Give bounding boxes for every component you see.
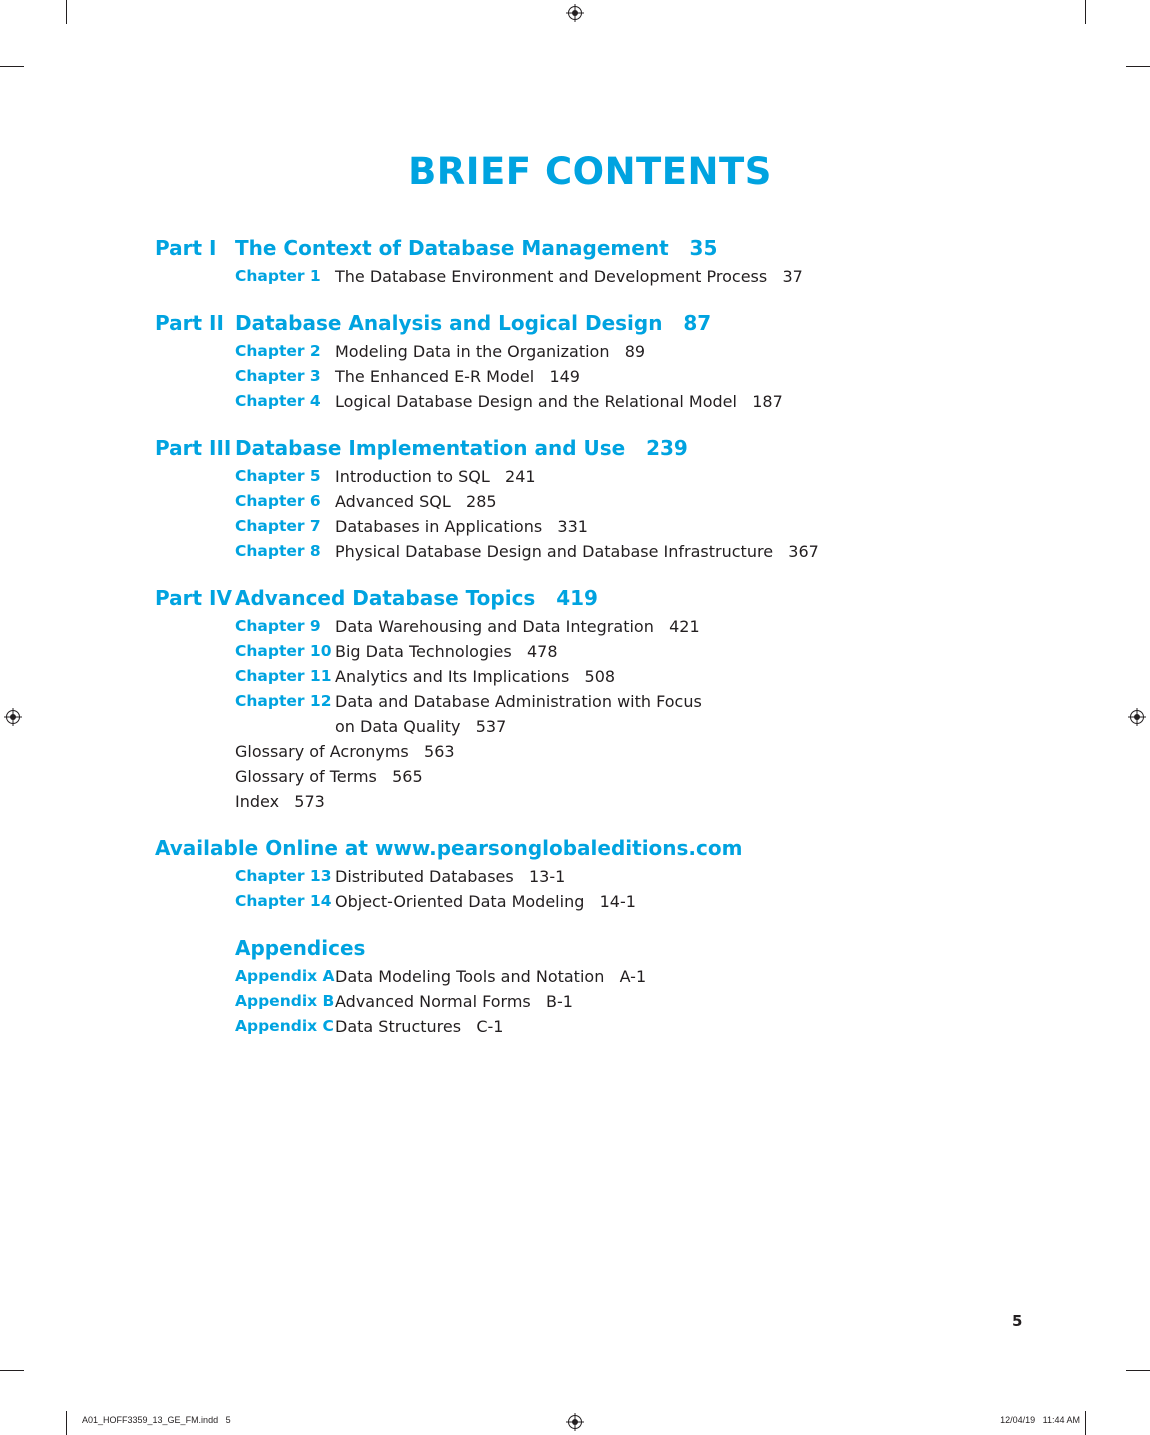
chapter-entry — [235, 864, 1015, 889]
chapter-title: Data and Database Administration with Focus — [335, 692, 702, 711]
chapter-entry — [235, 264, 1015, 289]
chapter-title: Big Data Technologies 478 — [335, 642, 558, 661]
chapter-title-continued: on Data Quality 537 — [335, 717, 507, 736]
part-title: The Context of Database Management 35 — [235, 236, 718, 260]
chapter-entry — [235, 614, 1015, 639]
appendix-entry — [235, 989, 1015, 1014]
appendix-entry — [235, 1014, 1015, 1039]
appendices-heading: Appendices — [235, 936, 366, 960]
chapter-entry — [235, 464, 1015, 489]
part-heading — [155, 307, 1015, 339]
chapter-entry — [235, 889, 1015, 914]
appendix-title: Data Modeling Tools and Notation A-1 — [335, 967, 647, 986]
crop-mark — [1126, 1370, 1150, 1371]
appendix-label: Appendix A — [235, 967, 335, 985]
chapter-title-block — [335, 689, 702, 739]
appendix-title: Advanced Normal Forms B-1 — [335, 992, 573, 1011]
crop-mark — [1126, 66, 1150, 67]
chapter-label: Chapter 12 — [235, 692, 332, 710]
chapter-title: Data Warehousing and Data Integration 421 — [335, 617, 700, 636]
part-title: Database Analysis and Logical Design 87 — [235, 311, 712, 335]
registration-mark-icon — [566, 1413, 584, 1431]
registration-mark-icon — [566, 4, 584, 22]
registration-mark-icon — [1128, 708, 1146, 726]
part-title: Database Implementation and Use 239 — [235, 436, 688, 460]
chapter-list — [235, 264, 1015, 289]
chapter-list — [235, 339, 1015, 414]
slug-timestamp: 12/04/19 11:44 AM — [1000, 1415, 1080, 1425]
glossary-acronyms-entry: Glossary of Acronyms 563 — [235, 742, 455, 761]
chapter-entry — [235, 639, 1015, 664]
page-title: BRIEF CONTENTS — [408, 150, 772, 193]
chapter-list — [235, 864, 1015, 914]
appendix-list — [235, 964, 1015, 1039]
crop-mark — [0, 1370, 24, 1371]
chapter-title: Distributed Databases 13-1 — [335, 867, 566, 886]
appendix-label: Appendix B — [235, 992, 335, 1010]
chapter-list — [235, 464, 1015, 564]
chapter-label: Chapter 11 — [235, 667, 332, 685]
chapter-label: Chapter 5 — [235, 467, 321, 485]
part-label: Part III — [155, 436, 232, 460]
chapter-entry — [235, 514, 1015, 539]
chapter-title: The Enhanced E-R Model 149 — [335, 367, 580, 386]
chapter-title: Introduction to SQL 241 — [335, 467, 536, 486]
chapter-title: Physical Database Design and Database Infrastructure 367 — [335, 542, 819, 561]
chapter-title: Analytics and Its Implications 508 — [335, 667, 616, 686]
slug-filename: A01_HOFF3359_13_GE_FM.indd 5 — [82, 1415, 231, 1425]
registration-mark-icon — [4, 708, 22, 726]
appendix-label: Appendix C — [235, 1017, 334, 1035]
index-entry: Index 573 — [235, 792, 325, 811]
chapter-entry — [235, 364, 1015, 389]
chapter-label: Chapter 10 — [235, 642, 332, 660]
part-label: Part II — [155, 311, 224, 335]
crop-mark — [0, 66, 24, 67]
part-heading — [155, 232, 1015, 264]
page-number: 5 — [1012, 1312, 1023, 1330]
chapter-label: Chapter 9 — [235, 617, 321, 635]
online-heading: Available Online at www.pearsonglobaleditions.com — [155, 836, 743, 860]
chapter-entry — [235, 489, 1015, 514]
part-title: Advanced Database Topics 419 — [235, 586, 598, 610]
chapter-title: The Database Environment and Development Process 37 — [335, 267, 803, 286]
chapter-list — [235, 614, 1015, 814]
table-of-contents — [155, 232, 1015, 1039]
chapter-label: Chapter 1 — [235, 267, 321, 285]
part-heading — [155, 432, 1015, 464]
chapter-label: Chapter 3 — [235, 367, 321, 385]
chapter-entry — [235, 339, 1015, 364]
chapter-title: Object-Oriented Data Modeling 14-1 — [335, 892, 636, 911]
crop-mark — [66, 0, 67, 24]
crop-mark — [1085, 0, 1086, 24]
part-label: Part I — [155, 236, 217, 260]
chapter-label: Chapter 7 — [235, 517, 321, 535]
crop-mark — [66, 1411, 67, 1435]
chapter-label: Chapter 2 — [235, 342, 321, 360]
chapter-title: Modeling Data in the Organization 89 — [335, 342, 646, 361]
chapter-label: Chapter 4 — [235, 392, 321, 410]
chapter-label: Chapter 6 — [235, 492, 321, 510]
chapter-entry — [235, 664, 1015, 689]
chapter-label: Chapter 13 — [235, 867, 332, 885]
chapter-entry — [235, 389, 1015, 414]
glossary-terms-entry: Glossary of Terms 565 — [235, 767, 423, 786]
crop-mark — [1085, 1411, 1086, 1435]
chapter-label: Chapter 14 — [235, 892, 332, 910]
chapter-label: Chapter 8 — [235, 542, 321, 560]
chapter-title: Advanced SQL 285 — [335, 492, 497, 511]
chapter-title: Databases in Applications 331 — [335, 517, 588, 536]
part-label: Part IV — [155, 586, 232, 610]
chapter-entry — [235, 689, 1015, 739]
appendix-entry — [235, 964, 1015, 989]
part-heading — [155, 582, 1015, 614]
chapter-entry — [235, 539, 1015, 564]
chapter-title: Logical Database Design and the Relational Model 187 — [335, 392, 783, 411]
appendix-title: Data Structures C-1 — [335, 1017, 504, 1036]
